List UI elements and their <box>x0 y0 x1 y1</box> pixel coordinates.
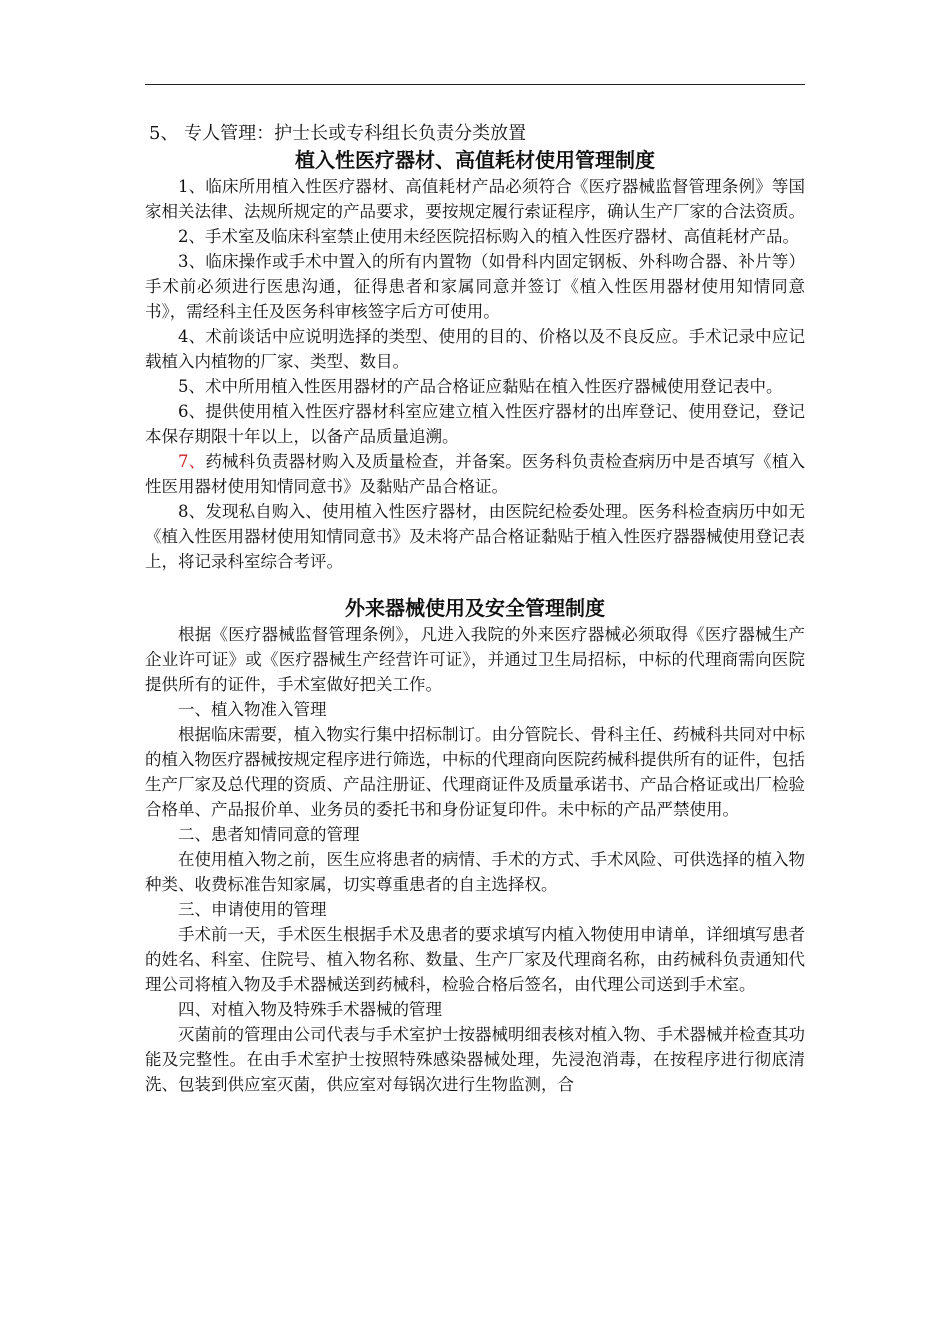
paragraph-6: 6、提供使用植入性医疗器材科室应建立植入性医疗器材的出库登记、使用登记，登记本保存期限十年以上，以备产品质量追溯。 <box>145 402 805 446</box>
paragraph-3: 3、临床操作或手术中置入的所有内置物（如骨科内固定钢板、外科吻合器、补片等）手术前必须进行医患沟通，征得患者和家属同意并签订《植入性医用器材使用知情同意书》，需经科主任及医务科审核签字后方可使用。 <box>145 252 805 321</box>
paragraph-1: 1、临床所用植入性医疗器材、高值耗材产品必须符合《医疗器械监督管理条例》等国家相关法律、法规所规定的产品要求，要按规定履行索证程序，确认生产厂家的合法资质。 <box>145 177 805 221</box>
subsection-4-text: 灭菌前的管理由公司代表与手术室护士按器械明细表核对植入物、手术器械并检查其功能及完整性。在由手术室护士按照特殊感染器械处理，先浸泡消毒，在按程序进行彻底清洗、包装到供应室灭菌，供应室对每锅次进行生物监测，合 <box>145 1025 805 1094</box>
subsection-1-text: 根据临床需要，植入物实行集中招标制订。由分管院长、骨科主任、药械科共同对中标的植入物医疗器械按规定程序进行筛选，中标的代理商向医院药械科提供所有的证件，包括生产厂家及总代理的资质、产品注册证、代理商证件及质量承诺书、产品合格证或出厂检验合格单、产品报价单、业务员的委托书和身份证复印件。未中标的产品严禁使用。 <box>145 725 805 819</box>
subheading-3: 三、申请使用的管理 <box>178 900 327 919</box>
section2-intro: 根据《医疗器械监督管理条例》，凡进入我院的外来医疗器械必须取得《医疗器械生产企业许可证》或《医疗器械生产经营许可证》，并通过卫生局招标，中标的代理商需向医院提供所有的证件，手术室做好把关工作。 <box>145 625 805 694</box>
paragraph-4: 4、术前谈话中应说明选择的类型、使用的目的、价格以及不良反应。手术记录中应记载植入内植物的厂家、类型、数目。 <box>145 327 805 371</box>
paragraph-7 <box>145 449 805 499</box>
subheading-1: 一、植入物准入管理 <box>178 700 327 719</box>
subsection-3-text: 手术前一天，手术医生根据手术及患者的要求填写内植入物使用申请单，详细填写患者的姓名、科室、住院号、植入物名称、数量、生产厂家及代理商名称，由药械科负责通知代理公司将植入物及手术器械送到药械科，检验合格后签名，由代理公司送到手术室。 <box>145 925 805 994</box>
subsection-2-text: 在使用植入物之前，医生应将患者的病情、手术的方式、手术风险、可供选择的植入物种类、收费标准告知家属，切实尊重患者的自主选择权。 <box>145 850 805 894</box>
paragraph-8: 8、发现私自购入、使用植入性医疗器材，由医院纪检委处理。医务科检查病历中如无《植入性医用器材使用知情同意书》及未将产品合格证黏贴于植入性医疗器器械使用登记表上，将记录科室综合考评。 <box>145 502 805 571</box>
section-title-implant: 植入性医疗器材、高值耗材使用管理制度 <box>295 148 655 172</box>
paragraph-5: 5、术中所用植入性医用器材的产品合格证应黏贴在植入性医疗器械使用登记表中。 <box>178 377 783 396</box>
paragraph-2: 2、手术室及临床科室禁止使用未经医院招标购入的植入性医疗器材、高值耗材产品。 <box>178 227 799 246</box>
paragraph-7-number: 7、 <box>178 452 206 471</box>
lead-line: 5、 专人管理：护士长或专科组长负责分类放置 <box>149 123 527 144</box>
paragraph-7-text: 药械科负责器材购入及质量检查，并备案。医务科负责检查病历中是否填写《植入性医用器材使用知情同意书》及黏贴产品合格证。 <box>145 452 806 496</box>
section-title-external: 外来器械使用及安全管理制度 <box>345 596 605 620</box>
section-gap <box>145 574 805 594</box>
header-rule <box>145 84 805 85</box>
subheading-2: 二、患者知情同意的管理 <box>178 825 360 844</box>
document-body <box>145 122 805 1097</box>
subheading-4: 四、对植入物及特殊手术器械的管理 <box>178 1000 442 1019</box>
